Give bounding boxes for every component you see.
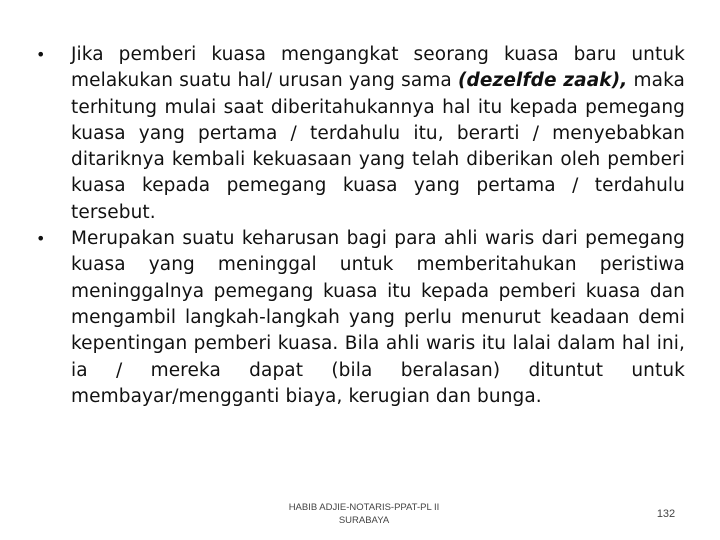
- bullet-1-text: Jika pemberi kuasa mengangkat seorang kuasa baru untuk melakukan suatu hal/ urusan yang sama: [71, 44, 685, 92]
- footer: [266, 501, 462, 527]
- bullet-2-text: Merupakan suatu keharusan bagi para ahli waris dari pemegang kuasa yang meninggal untuk memberitahukan peristiwa meninggalnya pemegang kuasa itu kepada pemberi kuasa dan mengambil langkah-langkah yang perlu menurut keadaan demi kepentingan pemberi kuasa. Bila ahli waris itu lalai dalam hal ini, ia / mereka dapat (bila beralasan) dituntut untuk membayar/mengganti biaya, kerugian dan bunga.: [71, 228, 685, 407]
- bullet-1-emphasis: (dezelfde zaak),: [457, 70, 628, 92]
- bullet-list: [34, 42, 685, 410]
- page-number: 132: [656, 508, 676, 520]
- bullet-icon: •: [36, 229, 46, 249]
- bullet-icon: •: [36, 45, 46, 64]
- bullet-1-text-continued: maka terhitung mulai saat diberitahukannya hal itu kepada pemegang kuasa yang pertama / terdahulu itu, berarti / menyebabkan ditariknya kembali kekuasaan yang telah diberikan oleh pemberi kuasa kepada pemegang kuasa yang pertama / terdahulu tersebut.: [71, 70, 685, 223]
- bullet-item-1: [34, 42, 685, 226]
- footer-line-1: HABIB ADJIE-NOTARIS-PPAT-PL II: [288, 502, 440, 513]
- bullet-item-2: [34, 226, 685, 410]
- footer-line-2: SURABAYA: [338, 515, 390, 526]
